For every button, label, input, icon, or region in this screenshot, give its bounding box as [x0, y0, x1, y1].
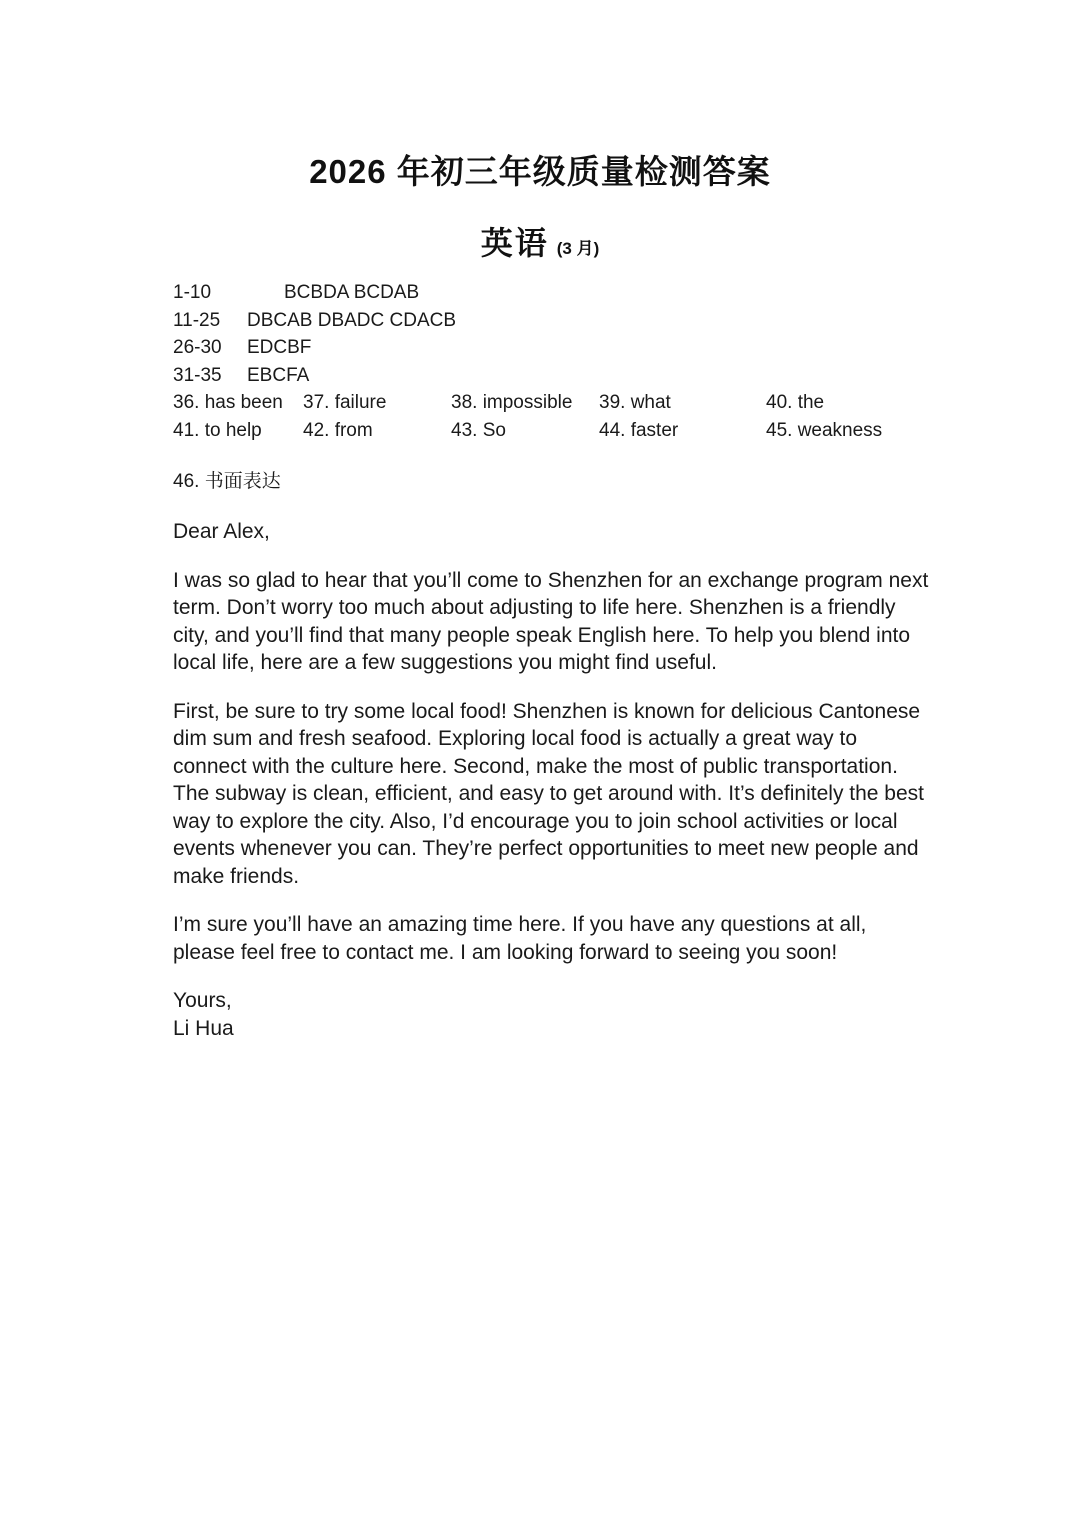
fill-in-answer: 41. to help	[173, 419, 262, 441]
answer-values: EDCBF	[247, 337, 312, 358]
fill-in-answer: 40. the	[766, 392, 825, 413]
fill-in-answer: 44. faster	[599, 419, 679, 441]
letter-signature: Li Hua	[173, 1016, 234, 1040]
answer-range: 26-30	[173, 337, 222, 358]
fill-in-answer: 39. what	[599, 392, 671, 413]
answer-values: EBCFA	[247, 364, 310, 386]
fill-in-answer: 37. failure	[303, 392, 387, 413]
answer-key	[173, 279, 933, 444]
sample-letter	[173, 518, 933, 1042]
answer-range: 1-10	[173, 282, 212, 303]
answer-row	[173, 307, 933, 335]
answer-row	[173, 279, 933, 307]
subject-name: 英语	[480, 225, 549, 261]
answer-row	[173, 362, 933, 390]
fill-in-answer: 45. weakness	[766, 419, 883, 441]
fill-in-answer: 43. So	[451, 419, 506, 441]
fill-in-row	[173, 417, 933, 445]
exam-month: (3 月)	[556, 239, 600, 258]
fill-in-answer: 38. impossible	[451, 392, 573, 413]
letter-greeting: Dear Alex,	[173, 520, 270, 543]
letter-closing: Yours,	[173, 989, 232, 1012]
page-title: 2026 年初三年级质量检测答案	[309, 153, 771, 190]
answer-values: DBCAB DBADC CDACB	[247, 309, 457, 331]
answer-row	[173, 334, 933, 362]
fill-in-answer: 42. from	[303, 419, 373, 441]
fill-in-answer: 36. has been	[173, 392, 283, 413]
fill-in-row	[173, 389, 933, 417]
letter-paragraph: I’m sure you’ll have an amazing time here. If you have any questions at all, please feel free to contact me. I am looking forward to seeing you soon!	[173, 913, 867, 964]
letter-paragraph: I was so glad to hear that you’ll come to Shenzhen for an exchange program next term. Don’t worry too much about adjusting to life here. Shenzhen is a friendly city, and you’ll find that many people speak English here. To help you blend into local life, here are a few suggestions you might find useful.	[173, 568, 929, 674]
letter-paragraph: First, be sure to try some local food! Shenzhen is known for delicious Cantonese dim sum and fresh seafood. Exploring local food is actually a great way to connect with the culture here. Second, make the most of public transportation. The subway is clean, efficient, and easy to get around with. It’s definitely the best way to explore the city. Also, I’d encourage you to join school activities or local events whenever you can. They’re perfect opportunities to meet new people and make friends.	[173, 699, 924, 888]
answer-values: BCBDA BCDAB	[284, 282, 420, 303]
answer-range: 11-25	[173, 309, 221, 331]
answer-range: 31-35	[173, 364, 222, 386]
writing-section-label: 46. 书面表达	[173, 471, 281, 492]
subject-heading	[0, 218, 1080, 264]
